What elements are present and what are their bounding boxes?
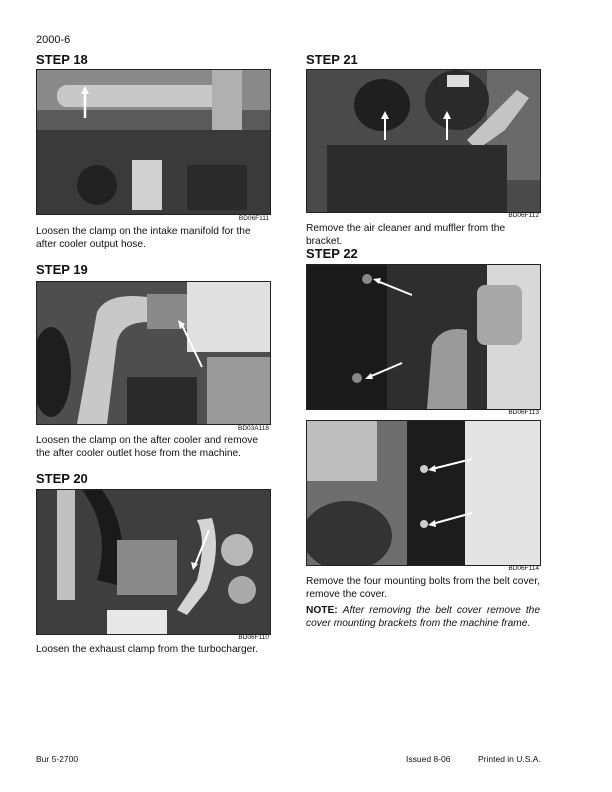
step-18-caption: Loosen the clamp on the intake manifold for the after cooler output hose. (36, 226, 251, 251)
step-22-figure-code-b: BD06F114 (508, 565, 539, 572)
step-20-caption: Loosen the exhaust clamp from the turbocharger. (36, 644, 258, 655)
step-22-photo-a (306, 264, 541, 410)
step-20-heading: STEP 20 (36, 471, 88, 486)
step-18-figure-code: BD06F111 (238, 215, 269, 222)
page-number: 2000-6 (36, 34, 71, 46)
footer-printed: Printed in U.S.A. (478, 754, 541, 764)
step-21-photo (306, 69, 541, 213)
step-22-heading: STEP 22 (306, 246, 358, 261)
note-label: NOTE: (306, 605, 338, 616)
step-21-figure-code: BD06F112 (508, 212, 539, 219)
step-19-caption: Loosen the clamp on the after cooler and remove the after cooler outlet hose from the machine. (36, 435, 258, 460)
step-22-note (306, 604, 540, 631)
footer-manual-number: Bur 5-2700 (36, 754, 79, 764)
step-22-caption: Remove the four mounting bolts from the belt cover, remove the cover. (306, 576, 540, 601)
step-21-heading: STEP 21 (306, 52, 358, 67)
step-22-figure-code-a: BD06F113 (508, 409, 539, 416)
step-19-heading: STEP 19 (36, 262, 88, 277)
note-text: After removing the belt cover remove the cover mounting brackets from the machine frame. (306, 605, 540, 630)
step-20-photo (36, 489, 271, 635)
step-18-heading: STEP 18 (36, 52, 88, 67)
step-22-photo-b (306, 420, 541, 566)
footer-issued: Issued 8-06 (406, 754, 451, 764)
step-20-figure-code: BD06F110 (238, 634, 269, 641)
step-19-photo (36, 281, 271, 425)
step-18-photo (36, 69, 271, 215)
step-21-caption: Remove the air cleaner and muffler from the bracket. (306, 223, 506, 248)
step-19-figure-code: BD03A118 (238, 425, 269, 432)
